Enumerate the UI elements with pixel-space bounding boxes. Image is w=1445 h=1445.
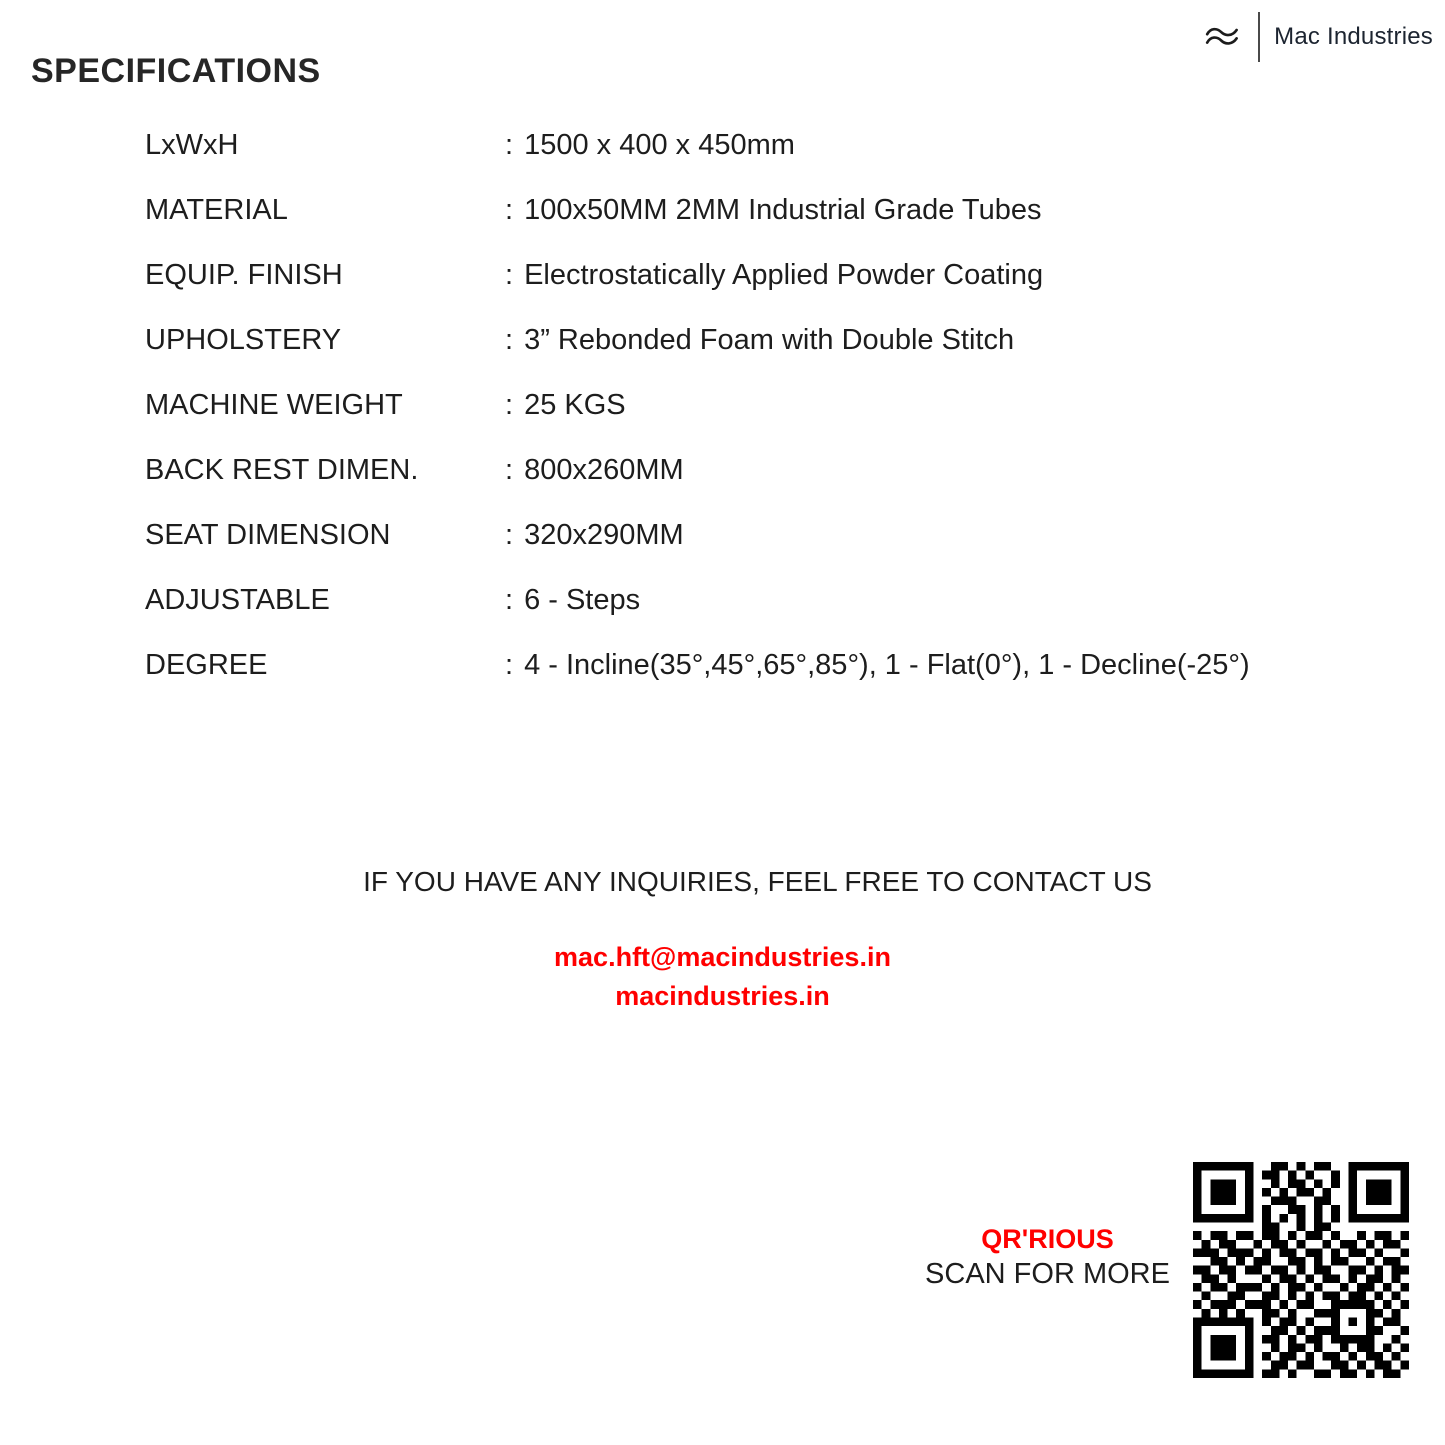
contact-heading [0,866,1445,898]
contact-links [0,938,1445,1016]
qr-caption [915,1222,1180,1292]
spec-separator: : [505,519,514,551]
page-title: SPECIFICATIONS [31,52,321,90]
contact-website-link[interactable]: macindustries.in [615,981,830,1011]
brand-name: Mac Industries [1274,23,1433,50]
spec-separator: : [505,259,514,291]
spec-label: UPHOLSTERY [145,324,342,356]
spec-separator: : [505,194,514,226]
brand-header [1204,12,1433,62]
contact-heading-text: IF YOU HAVE ANY INQUIRIES, FEEL FREE TO CONTACT US [363,866,1152,897]
spec-separator: : [505,324,514,356]
spec-separator: : [505,454,514,486]
waves-icon [1204,23,1244,51]
contact-email-link[interactable]: mac.hft@macindustries.in [554,942,891,972]
table-row [145,387,1425,423]
spec-value: 800x260MM [524,454,684,486]
table-row [145,257,1425,293]
table-row [145,647,1425,683]
table-row [145,582,1425,618]
spec-value: 6 - Steps [524,584,641,616]
spec-label: MACHINE WEIGHT [145,389,403,421]
spec-label: DEGREE [145,649,268,681]
spec-label: MATERIAL [145,194,288,226]
qr-caption-title: QR'RIOUS [981,1224,1114,1254]
table-row [145,452,1425,488]
spec-value: Electrostatically Applied Powder Coating [524,259,1044,291]
spec-separator: : [505,584,514,616]
spec-value: 4 - Incline(35°,45°,65°,85°), 1 - Flat(0°), 1 - Decline(-25°) [524,649,1250,681]
spec-label: BACK REST DIMEN. [145,454,419,486]
spec-label: LxWxH [145,129,239,161]
spec-value: 320x290MM [524,519,684,551]
table-row [145,192,1425,228]
spec-label: EQUIP. FINISH [145,259,343,291]
spec-value: 3” Rebonded Foam with Double Stitch [524,324,1015,356]
qr-code [1193,1162,1409,1378]
spec-label: ADJUSTABLE [145,584,330,616]
spec-value: 25 KGS [524,389,626,421]
table-row [145,517,1425,553]
spec-value: 1500 x 400 x 450mm [524,129,795,161]
spec-separator: : [505,129,514,161]
table-row [145,322,1425,358]
spec-value: 100x50MM 2MM Industrial Grade Tubes [524,194,1042,226]
spec-label: SEAT DIMENSION [145,519,391,551]
spec-separator: : [505,649,514,681]
qr-caption-subtitle: SCAN FOR MORE [925,1258,1170,1290]
table-row [145,127,1425,163]
brand-divider [1258,12,1260,62]
specifications-table [145,127,1425,712]
spec-separator: : [505,389,514,421]
